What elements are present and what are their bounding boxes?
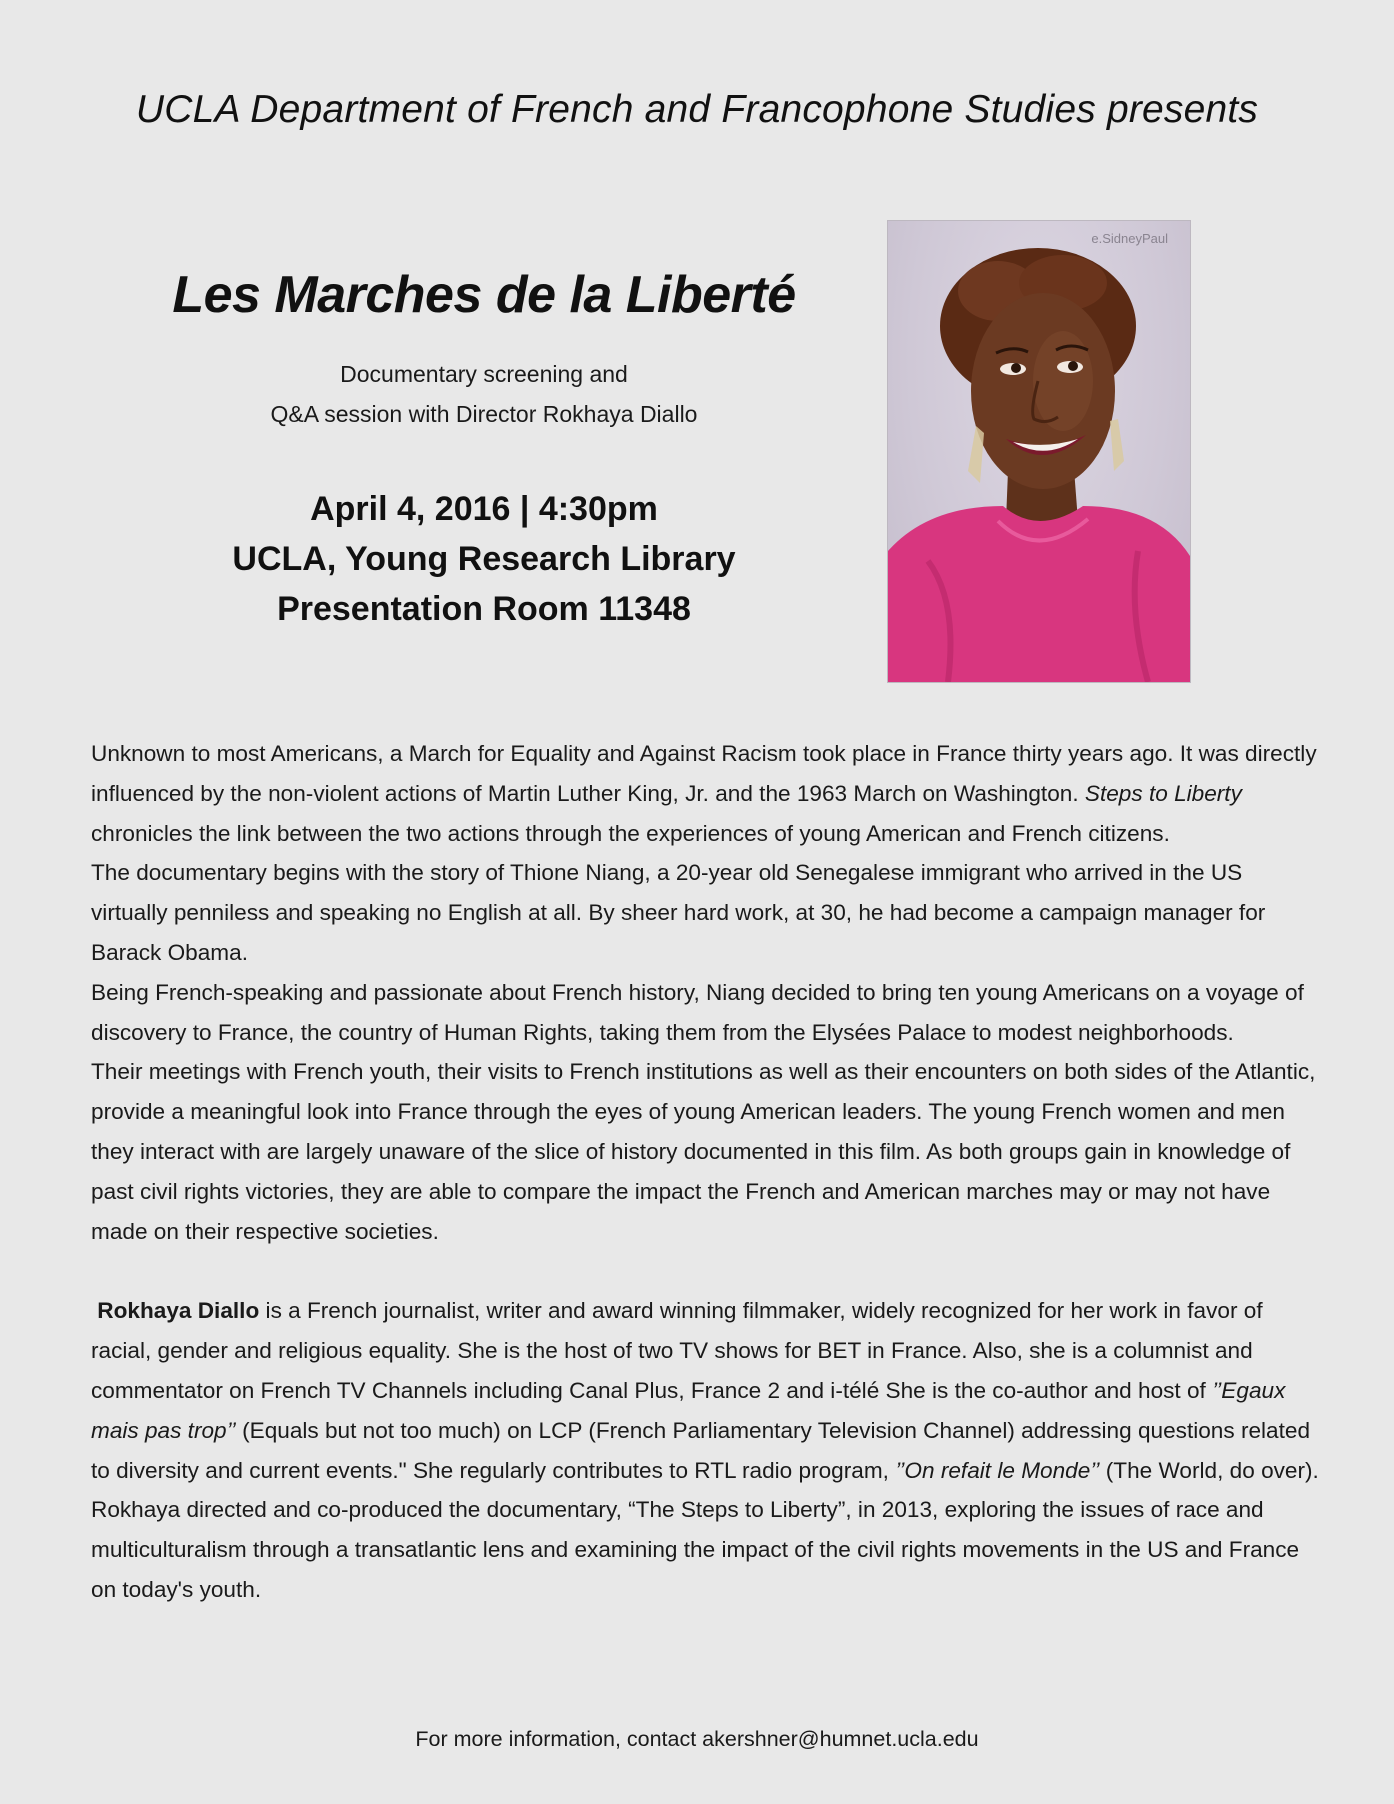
presenter-heading: UCLA Department of French and Francophone Studies presents: [135, 88, 1259, 131]
subtitle-line-2: Q&A session with Director Rokhaya Diallo: [270, 401, 698, 427]
description-paragraph-2: The documentary begins with the story of Thione Niang, a 20-year old Senegalese immigrant who arrived in the US virtually penniless and speaking no English at all. By sheer hard work, at 30, he had become a campaign manager for Barack Obama.: [91, 860, 1266, 965]
description-paragraph-1: [91, 734, 1321, 853]
event-info: [95, 258, 873, 634]
director-name: Rokhaya Diallo: [97, 1298, 260, 1324]
description-body: [91, 734, 1321, 1610]
event-subtitle: [95, 354, 873, 434]
event-venue: UCLA, Young Research Library: [232, 540, 736, 578]
desc-p1-text-b: chronicles the link between the two actions through the experiences of young American and French citizens.: [91, 820, 1170, 846]
bio-text-c: (The World, do over). Rokhaya directed and co-produced the documentary, “The Steps to Liberty”, in 2013, exploring the issues of race and multiculturalism through a transatlantic lens and examining the impact of the civil rights movements in the US and France on today's youth.: [91, 1457, 1319, 1602]
bio-text-b: (Equals but not too much) on LCP (French Parliamentary Television Channel) addressing questions related to diversity and current events." She regularly contributes to RTL radio program,: [91, 1417, 1311, 1483]
director-portrait: [887, 220, 1191, 683]
bio-show-1: ’’Egaux mais pas trop’’: [91, 1377, 1286, 1443]
photo-watermark: e.SidneyPaul: [1091, 231, 1168, 246]
subtitle-line-1: Documentary screening and: [340, 361, 628, 387]
bio-show-2: ’’On refait le Monde’’: [895, 1457, 1100, 1483]
event-details: [95, 484, 873, 634]
director-bio: [91, 1291, 1321, 1609]
contact-footer: For more information, contact akershner@humnet.ucla.edu: [415, 1727, 979, 1751]
desc-p1-text-a: Unknown to most Americans, a March for Equality and Against Racism took place in France thirty years ago. It was directly influenced by the non-violent actions of Martin Luther King, Jr. and the 1963 March on Washington.: [91, 741, 1317, 806]
description-paragraph-4: Their meetings with French youth, their visits to French institutions as well as their encounters on both sides of the Atlantic, provide a meaningful look into France through the eyes of young American leaders. The young French women and men they interact with are largely unaware of the slice of history documented in this film. As both groups gain in knowledge of past civil rights victories, they are able to compare the impact the French and American marches may or may not have made on their respective societies.: [91, 1059, 1316, 1244]
event-datetime: April 4, 2016 | 4:30pm: [310, 490, 658, 528]
film-english-title: Steps to Liberty: [1084, 780, 1242, 806]
portrait-illustration: [888, 221, 1190, 682]
description-paragraph-3: Being French-speaking and passionate about French history, Niang decided to bring ten young Americans on a voyage of discovery to France, the country of Human Rights, taking them from the Elysées Palace to modest neighborhoods.: [91, 979, 1304, 1045]
bio-text-a: is a French journalist, writer and award winning filmmaker, widely recognized for her work in favor of racial, gender and religious equality. She is the host of two TV shows for BET in France. Also, she is a columnist and commentator on French TV Channels including Canal Plus, France 2 and i-télé She is the co-author and host of: [91, 1298, 1263, 1403]
event-room: Presentation Room 11348: [277, 590, 691, 628]
film-title: Les Marches de la Liberté: [172, 266, 796, 324]
